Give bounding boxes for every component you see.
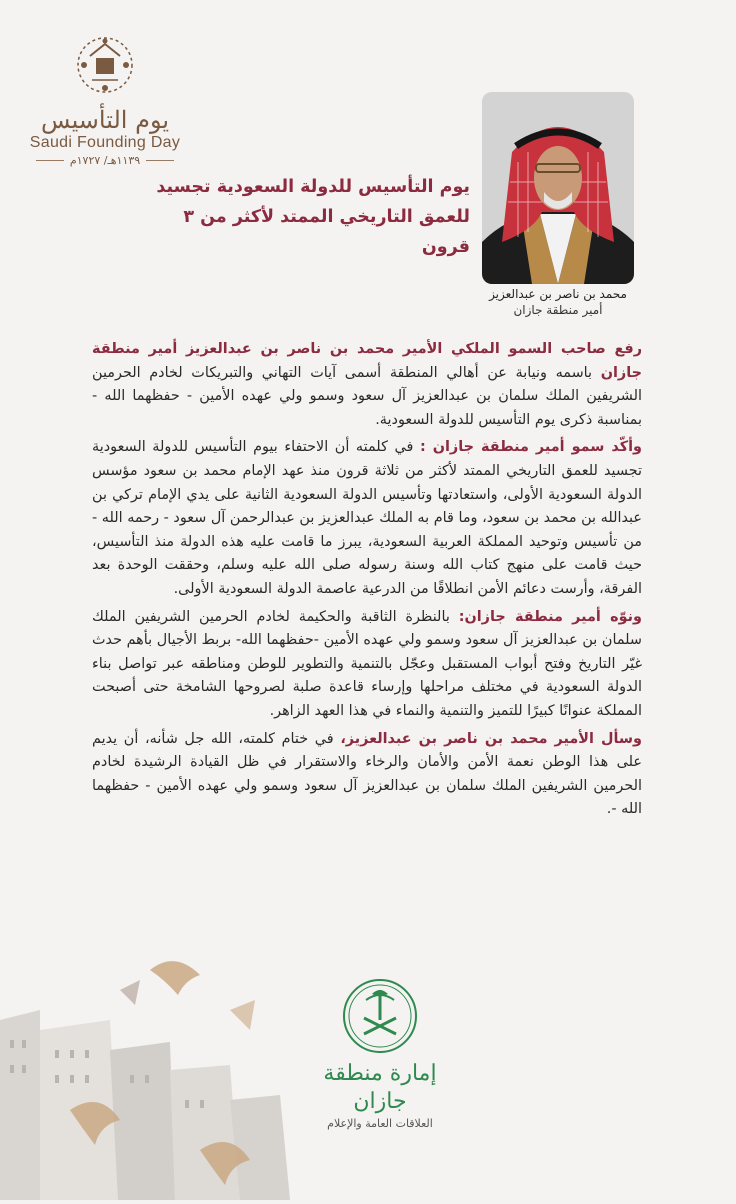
paragraph-2: [92, 436, 642, 601]
paragraph-3-lead: ونوّه أمير منطقة جازان:: [458, 608, 642, 625]
paragraph-2-lead: وأكّد سمو أمير منطقة جازان :: [419, 439, 642, 456]
headline-line-1: يوم التأسيس للدولة السعودية تجسيد: [156, 177, 470, 197]
founding-day-logo: [20, 30, 190, 167]
founding-day-emblem-icon: [70, 30, 140, 100]
paragraph-1-lead: رفع صاحب السمو الملكي الأمير محمد بن ناصر بن عبدالعزيز أمير منطقة جازان: [92, 341, 642, 381]
paragraph-1: [92, 338, 642, 432]
article-body: [92, 338, 642, 826]
diriyah-decoration-image: [0, 950, 300, 1200]
logo-arabic-text: يوم التأسيس: [40, 106, 170, 134]
logo-dates: [20, 154, 190, 167]
jazan-emirate-logo: [300, 976, 460, 1132]
headline-line-2: للعمق التاريخي الممتد لأكثر من ٣ قرون: [183, 207, 470, 257]
paragraph-3-text: بالنظرة الثاقبة والحكيمة لخادم الحرمين الشريفين الملك سلمان بن عبدالعزيز آل سعود وسمو ولي عهده الأمين -حفظهما الله- بربط الأجيال بأهم حدث غيّر التاريخ وفتح أبواب المستقبل وعجّل بالتنمية والتطوير للوطن ومناطقه عبر تواصل بناء الدولة السعودية في مختلف مراحلها وإرساء قاعدة صلبة لصروحها الشامخة حتى أصبحت المملكة عنوانًا كبيرًا للتميز والتنمية والنماء في هذا العهد الزاهر.: [92, 608, 642, 719]
paragraph-1-text: باسمه ونيابة عن أهالي المنطقة أسمى آيات التهاني والتبريكات لخادم الحرمين الشريفين الملك سلمان بن عبدالعزيز آل سعود وسمو ولي عهده الأمين - حفظهما الله - بمناسبة ذكرى يوم التأسيس للدولة السعودية.: [92, 364, 642, 428]
department-name: العلاقات العامة والإعلام: [327, 1117, 433, 1130]
logo-english-text: Saudi Founding Day: [29, 134, 181, 151]
paragraph-2-text: في كلمته أن الاحتفاء بيوم التأسيس للدولة السعودية تجسيد للعمق التاريخي الممتد لأكثر من ثلاثة قرون منذ عهد الإمام محمد بن سعود مؤسس الدولة السعودية الأولى، واستعادتها وتأسيس الدولة السعودية الثانية على يدي الإمام تركي بن عبدالله بن محمد بن سعود، وما قام به الملك عبدالعزيز بن عبدالرحمن آل سعود - رحمه الله - من تأسيس وتوحيد المملكة العربية السعودية، يبرز ما قامت عليه هذه الدولة منذ التأسيس، حيث قامت على منهج كتاب الله وسنة رسوله صلى الله عليه وسلم، وحققت الوحدة بعد الفرقة، وأرست دعائم الأمن انطلاقًا من الدرعية عاصمة الدولة السعودية الأولى.: [92, 439, 642, 597]
portrait-title: أمير منطقة جازان: [513, 303, 603, 317]
paragraph-4-text: في ختام كلمته، الله جل شأنه، أن يديم على هذا الوطن نعمة الأمن والأمان والرخاء والاستقرار في ظل القيادة الرشيدة لخادم الحرمين الشريفين الملك سلمان بن عبدالعزيز آل سعود وسمو ولي عهده الأمين - حفظهما الله -.: [92, 730, 642, 818]
headline: [130, 172, 470, 262]
portrait-caption: [470, 286, 646, 318]
saudi-emblem-icon: [340, 976, 420, 1056]
portrait-name: محمد بن ناصر بن عبدالعزيز: [489, 287, 627, 301]
paragraph-4-lead: وسأل الأمير محمد بن ناصر بن عبدالعزيز،: [340, 730, 643, 747]
paragraph-3: [92, 606, 642, 724]
logo-date-text: ١١٣٩هـ/ ١٧٢٧م: [69, 154, 141, 167]
emirate-name: إمارة منطقة جازان: [323, 1061, 437, 1114]
portrait-photo: [482, 92, 634, 284]
paragraph-4: [92, 728, 642, 822]
